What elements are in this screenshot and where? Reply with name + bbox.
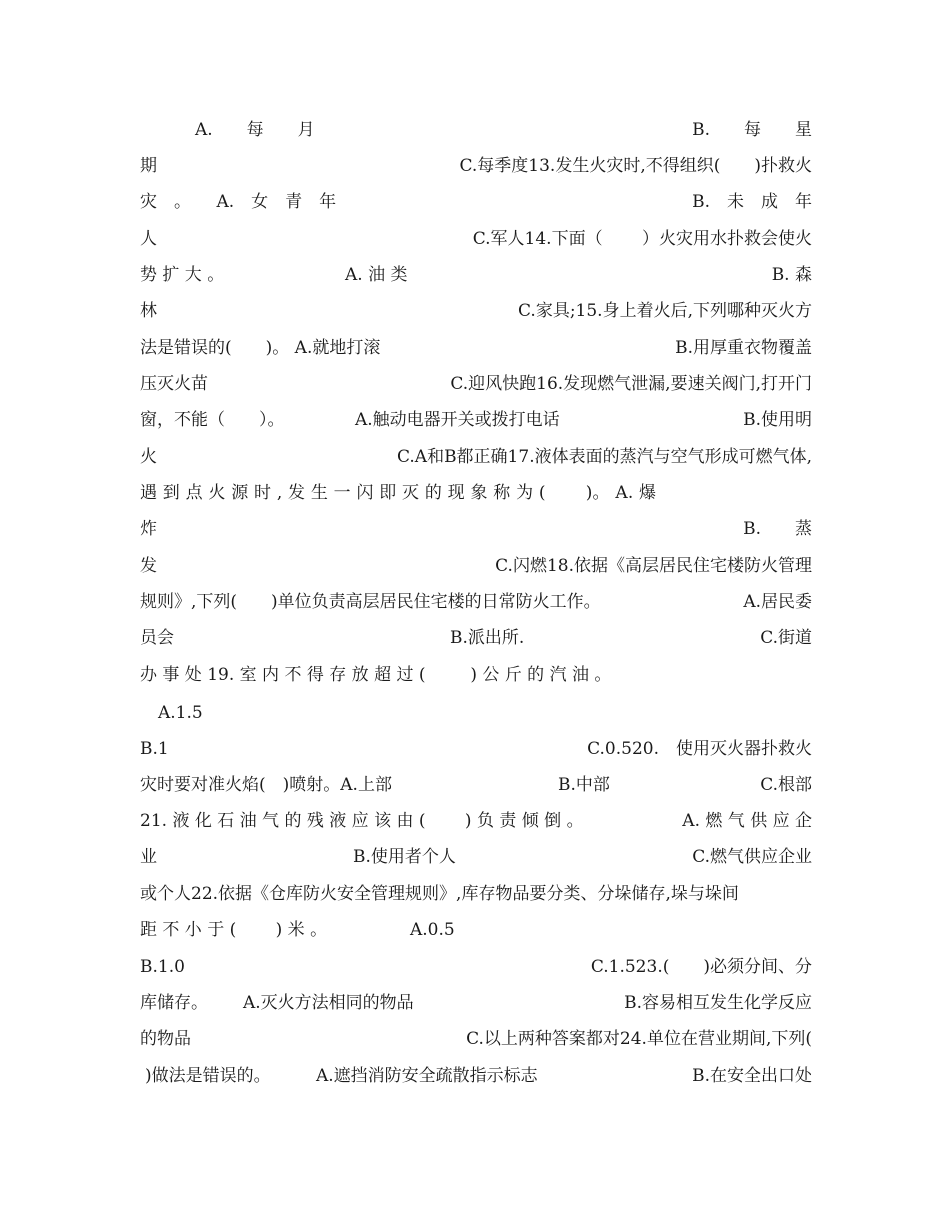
text-line bbox=[140, 405, 812, 435]
question-24: C.以上两种答案都对24.单位在营业期间,下列( bbox=[466, 1029, 812, 1049]
option-b: B. 森 bbox=[771, 265, 812, 285]
text-line bbox=[140, 770, 812, 800]
text-fragment: 灾时要对准火焰( )喷射。A.上部 bbox=[140, 775, 392, 795]
option-a: A.0.5 bbox=[410, 920, 455, 940]
option-a: A. 每 月 bbox=[195, 120, 315, 140]
option-b: B. 未 成 年 bbox=[692, 192, 812, 212]
question-20: C.0.520. 使用灭火器扑救火 bbox=[587, 739, 812, 759]
text-line bbox=[140, 734, 812, 764]
text-line bbox=[140, 1024, 812, 1054]
text-fragment: 势 扩 大 。 bbox=[140, 265, 225, 285]
option-a: A. 燃 气 供 应 企 bbox=[682, 811, 812, 831]
text-line bbox=[140, 151, 812, 181]
question-17: C.A和B都正确17.液体表面的蒸汽与空气形成可燃气体, bbox=[396, 447, 812, 467]
option-b: B.用厚重衣物覆盖 bbox=[675, 338, 812, 358]
text-line bbox=[140, 442, 812, 472]
question-21: 21. 液 化 石 油 气 的 残 液 应 该 由 ( ) 负 责 倾 倒 。 bbox=[140, 811, 584, 831]
question-13: C.每季度13.发生火灾时,不得组织( )扑救火 bbox=[459, 156, 812, 176]
text-fragment: 林 bbox=[140, 301, 157, 321]
text-fragment: 遇 到 点 火 源 时 , 发 生 一 闪 即 灭 的 现 象 称 为 ( )。 A. 爆 bbox=[140, 483, 657, 503]
text-line bbox=[140, 224, 812, 254]
text-fragment: 窗，不能（ ）。 bbox=[140, 410, 285, 430]
option-a: A.居民委 bbox=[743, 592, 812, 612]
text-line bbox=[140, 296, 812, 326]
text-line bbox=[140, 115, 812, 145]
text-line bbox=[140, 915, 812, 945]
text-line bbox=[140, 952, 812, 982]
text-line bbox=[140, 879, 812, 909]
text-fragment: 发 bbox=[140, 556, 157, 576]
text-line bbox=[140, 1061, 812, 1091]
option-b: B.派出所. bbox=[450, 628, 525, 648]
option-b: B.1 bbox=[140, 739, 169, 759]
text-line bbox=[140, 842, 812, 872]
text-line bbox=[140, 478, 812, 508]
text-fragment: )做法是错误的。 bbox=[145, 1066, 271, 1086]
text-fragment: 员会 bbox=[140, 628, 174, 648]
text-fragment: 业 bbox=[140, 847, 157, 867]
option-c: C.街道 bbox=[760, 628, 812, 648]
text-line bbox=[140, 623, 812, 653]
text-line bbox=[140, 187, 812, 217]
text-line bbox=[140, 698, 812, 728]
text-fragment: 火 bbox=[140, 447, 157, 467]
option-a: 法是错误的( )。 A.就地打滚 bbox=[140, 338, 381, 358]
text-line bbox=[140, 260, 812, 290]
option-b: B.在安全出口处 bbox=[692, 1066, 812, 1086]
question-18: C.闪燃18.依据《高层居民住宅楼防火管理 bbox=[495, 556, 812, 576]
question-15: C.家具;15.身上着火后,下列哪种灭火方 bbox=[518, 301, 812, 321]
option-a: A.1.5 bbox=[158, 703, 203, 723]
text-line bbox=[140, 587, 812, 617]
text-fragment: 炸 bbox=[140, 519, 157, 539]
option-a: A.遮挡消防安全疏散指示标志 bbox=[316, 1066, 538, 1086]
option-b: B. 蒸 bbox=[743, 519, 812, 539]
option-a: 灾 。 A. 女 青 年 bbox=[140, 192, 337, 212]
option-b: B.1.0 bbox=[140, 957, 185, 977]
text-fragment: 期 bbox=[140, 156, 157, 176]
text-line bbox=[140, 514, 812, 544]
text-line bbox=[140, 333, 812, 363]
text-line bbox=[140, 660, 812, 690]
question-16: C.迎风快跑16.发现燃气泄漏,要速关阀门,打开门 bbox=[450, 374, 812, 394]
text-fragment: 人 bbox=[140, 229, 157, 249]
question-19: 办 事 处 19. 室 内 不 得 存 放 超 过 ( ) 公 斤 的 汽 油 。 bbox=[140, 665, 612, 685]
option-b: B.中部 bbox=[558, 775, 610, 795]
text-fragment: 的物品 bbox=[140, 1029, 191, 1049]
text-fragment: 压灭火苗 bbox=[140, 374, 208, 394]
question-23: C.1.523.( )必须分间、分 bbox=[590, 957, 812, 977]
question-14: C.军人14.下面（ ）火灾用水扑救会使火 bbox=[472, 229, 812, 249]
option-a: A.触动电器开关或拨打电话 bbox=[355, 410, 560, 430]
text-fragment: 规则》,下列( )单位负责高层居民住宅楼的日常防火工作。 bbox=[140, 592, 601, 612]
question-22: 或个人22.依据《仓库防火安全管理规则》,库存物品要分类、分垛储存,垛与垛间 bbox=[140, 884, 739, 904]
option-b: B.使用明 bbox=[743, 410, 812, 430]
option-b: B. 每 星 bbox=[692, 120, 812, 140]
option-c: C.根部 bbox=[760, 775, 812, 795]
text-line bbox=[140, 551, 812, 581]
option-a: A.灭火方法相同的物品 bbox=[243, 993, 414, 1013]
text-line bbox=[140, 369, 812, 399]
text-fragment: 库储存。 bbox=[140, 993, 208, 1013]
text-line bbox=[140, 988, 812, 1018]
option-b: B.容易相互发生化学反应 bbox=[624, 993, 812, 1013]
option-c: C.燃气供应企业 bbox=[692, 847, 812, 867]
option-b: B.使用者个人 bbox=[353, 847, 456, 867]
text-line bbox=[140, 806, 812, 836]
option-a: A. 油 类 bbox=[345, 265, 408, 285]
text-fragment: 距 不 小 于 ( ) 米 。 bbox=[140, 920, 328, 940]
